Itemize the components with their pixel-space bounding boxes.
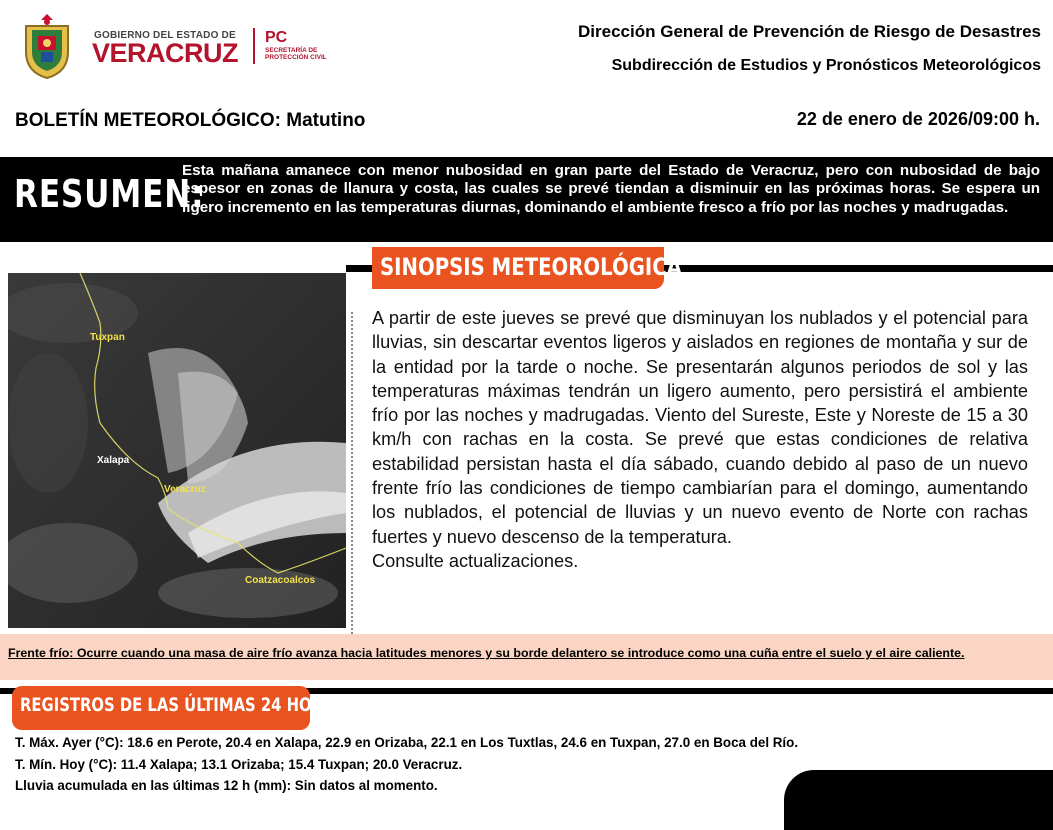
resumen-text: Esta mañana amanece con menor nubosidad en gran parte del Estado de Veracruz, pero con nubosidad de bajo espesor en zonas de llanura y costa, las cuales se prevé tiendan a disminuir en las próximas horas. Se espera un ligero incremento en las temperaturas diurnas, dominando el ambiente fresco a frío por las noches y madrugadas. [182, 162, 1040, 216]
bulletin-title: BOLETÍN METEOROLÓGICO: Matutino [15, 110, 366, 131]
registro-lluvia: Lluvia acumulada en las últimas 12 h (mm): Sin datos al momento. [15, 778, 438, 793]
registros-title: REGISTROS DE LAS ÚLTIMAS 24 HORAS [20, 694, 346, 716]
pc-logo-text: PC [265, 29, 288, 46]
city-label-coatzacoalcos: Coatzacoalcos [245, 575, 316, 586]
synopsis-text: A partir de este jueves se prevé que disminuyan los nublados y el potencial para lluvias, sin descartar eventos ligeros y aislados en regiones de montaña y sur de la entidad por la tarde o noche. Se presentarán algunos periodos de sol y las temperaturas máximas tendrán un ligero aumento, pero persistirá el ambiente frío por las noches y madrugadas. Viento del Sureste, Este y Noreste de 15 a 30 km/h con rachas en la costa. Se prevé que estas condiciones de relativa estabilidad persistan hasta el día sábado, cuando debido al paso de un nuevo frente frío las condiciones de tiempo cambiarían para el domingo, aumentando los nublados, el potencial de lluvias y un nuevo evento de Norte con rachas fuertes y nuevo descenso de la temperatura. [372, 308, 1028, 547]
footer-corner-shape [784, 770, 1053, 830]
brand-divider [253, 28, 255, 64]
city-label-tuxpan: Tuxpan [90, 332, 125, 343]
brand-top: GOBIERNO DEL ESTADO DE [94, 30, 236, 41]
pc-subtitle [265, 47, 327, 61]
city-label-xalapa: Xalapa [97, 455, 130, 466]
dotted-divider [351, 312, 353, 634]
satellite-image [8, 273, 346, 628]
city-label-veracruz: Veracruz [164, 484, 206, 495]
registro-tmin: T. Mín. Hoy (°C): 11.4 Xalapa; 13.1 Orizaba; 15.4 Tuxpan; 20.0 Veracruz. [15, 757, 463, 772]
veracruz-seal-icon [20, 12, 74, 80]
synopsis-body [372, 306, 1028, 573]
brand-main: VERACRUZ [92, 38, 239, 68]
pc-subtitle-line-1: SECRETARÍA DE [265, 47, 318, 54]
resumen-title: RESUMEN: [14, 172, 205, 216]
direccion-title: Dirección General de Prevención de Riesgo de Desastres [578, 22, 1041, 41]
frente-frio-note: Frente frío: Ocurre cuando una masa de aire frío avanza hacia latitudes menores y su borde delantero se introduce como una cuña entre el suelo y el aire caliente. [8, 646, 965, 660]
bulletin-date: 22 de enero de 2026/09:00 h. [796, 109, 1040, 129]
synopsis-closing: Consulte actualizaciones. [372, 550, 579, 571]
synopsis-title: SINOPSIS METEOROLÓGICA [380, 253, 682, 281]
subdireccion-title: Subdirección de Estudios y Pronósticos Meteorológicos [611, 57, 1041, 74]
registro-tmax: T. Máx. Ayer (°C): 18.6 en Perote, 20.4 en Xalapa, 22.9 en Orizaba, 22.1 en Los Tuxtlas, 24.6 en Tuxpan, 27.0 en Boca del Río. [15, 735, 799, 750]
pc-subtitle-line-2: PROTECCIÓN CIVIL [265, 54, 327, 61]
